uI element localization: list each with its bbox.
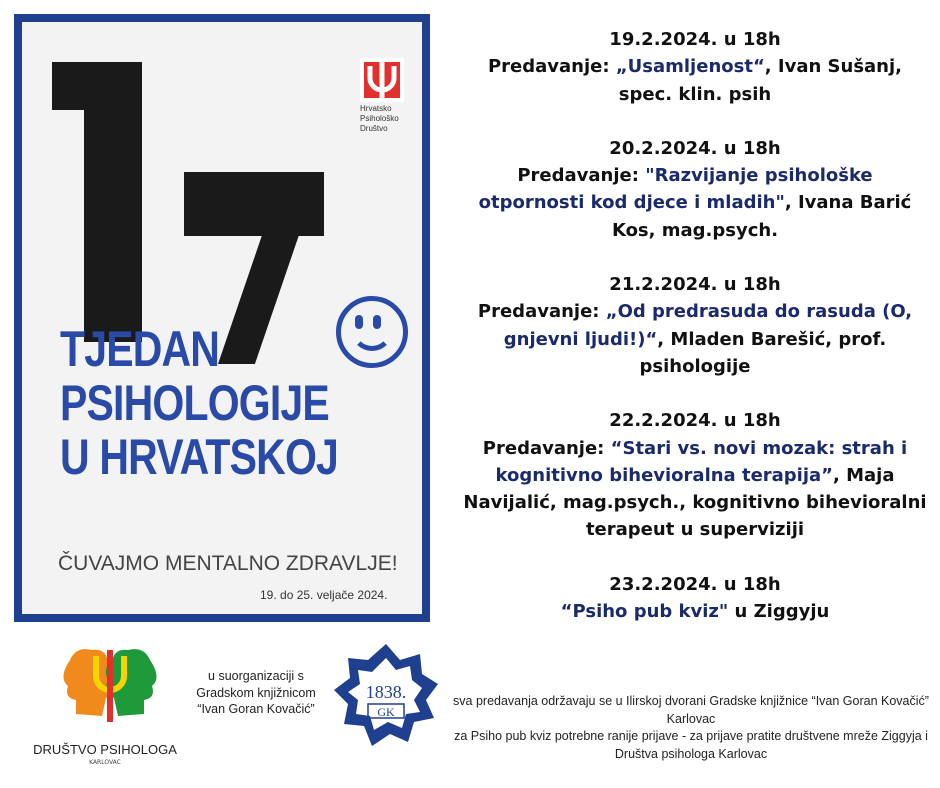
event-item bbox=[462, 571, 928, 626]
hpd-text-line-1: Hrvatsko bbox=[360, 104, 392, 113]
drustvo-psihologa-name: DRUŠTVO PSIHOLOGA bbox=[33, 742, 177, 757]
event-title: “Stari vs. novi mozak: strah i kognitivno bihevioralna terapija” bbox=[495, 437, 908, 486]
smiley-icon bbox=[336, 296, 408, 368]
event-date: 19.2.2024. u 18h bbox=[609, 29, 781, 50]
poster-canvas bbox=[22, 22, 422, 614]
event-date: 23.2.2024. u 18h bbox=[609, 573, 781, 595]
event-speaker: , Maja Navijalić, mag.psych., kognitivno bihevioralni terapeut u superviziji bbox=[463, 464, 927, 541]
number-one-stem bbox=[84, 62, 142, 342]
event-speaker: , Ivana Barić Kos, mag.psych. bbox=[611, 192, 912, 241]
coorg-line-1: u suorganizaciji s bbox=[208, 669, 304, 683]
coorganization-text bbox=[176, 668, 336, 718]
event-item bbox=[462, 271, 928, 380]
event-item bbox=[462, 26, 928, 108]
event-title: „Usamljenost“ bbox=[615, 56, 765, 78]
event-item bbox=[462, 135, 928, 244]
event-speaker: , Mladen Barešić, prof. psihologije bbox=[639, 328, 887, 377]
event-poster bbox=[14, 14, 430, 622]
gk-logo-initials: GK bbox=[377, 705, 395, 719]
registration-note: za Psiho pub kviz potrebne ranije prijave - za prijave pratite društvene mreže Ziggyja i Društva psihologa Karlovac bbox=[454, 729, 928, 761]
event-notes bbox=[446, 693, 936, 763]
event-date: 20.2.2024. u 18h bbox=[609, 137, 781, 159]
event-item bbox=[462, 407, 928, 543]
drustvo-psihologa-logo-icon bbox=[40, 640, 180, 730]
gradska-knjiznica-logo-icon bbox=[330, 640, 442, 752]
hpd-logo-icon bbox=[360, 58, 404, 102]
coorg-line-2: Gradskom knjižnicom bbox=[196, 685, 316, 700]
poster-slogan: ČUVAJMO MENTALNO ZDRAVLJE! bbox=[58, 552, 398, 575]
coorg-line-3: “Ivan Goran Kovačić” bbox=[197, 702, 315, 716]
hpd-logo-text bbox=[360, 104, 399, 134]
event-label: Predavanje: bbox=[517, 165, 646, 187]
event-title: “Psiho pub kviz" bbox=[560, 601, 729, 623]
venue-note: sva predavanja održavaju se u Ilirskoj dvorani Gradske knjižnice “Ivan Goran Kovačić” Karlovac bbox=[453, 694, 929, 726]
poster-title bbox=[60, 322, 338, 484]
event-speaker: u Ziggyju bbox=[728, 601, 830, 623]
event-date: 21.2.2024. u 18h bbox=[609, 274, 781, 296]
event-title: „Od predrasuda do rasuda (O, gnjevni ljudi!)“ bbox=[503, 301, 913, 350]
event-label: Predavanje: bbox=[477, 301, 606, 323]
event-date: 22.2.2024. u 18h bbox=[609, 410, 781, 432]
hpd-text-line-3: Društvo bbox=[360, 124, 388, 133]
poster-title-line-1: TJEDAN bbox=[60, 321, 220, 377]
events-list bbox=[462, 26, 928, 652]
poster-title-line-3: U HRVATSKOJ bbox=[60, 429, 339, 485]
event-title: "Razvijanje psihološke otpornosti kod djece i mladih" bbox=[478, 165, 873, 214]
number-seven-top bbox=[184, 172, 324, 236]
drustvo-psihologa-city: KARLOVAC bbox=[89, 759, 121, 766]
event-speaker: , Ivan Sušanj, spec. klin. psih bbox=[618, 56, 903, 105]
poster-dates: 19. do 25. veljače 2024. bbox=[260, 588, 388, 602]
poster-title-line-2: PSIHOLOGIJE bbox=[60, 375, 329, 431]
smiley-mouth bbox=[351, 321, 393, 351]
event-label: Predavanje: bbox=[487, 56, 616, 78]
gk-logo-year: 1838. bbox=[365, 682, 407, 702]
hpd-text-line-2: Psihološko bbox=[360, 114, 399, 123]
event-label: Predavanje: bbox=[482, 437, 611, 459]
